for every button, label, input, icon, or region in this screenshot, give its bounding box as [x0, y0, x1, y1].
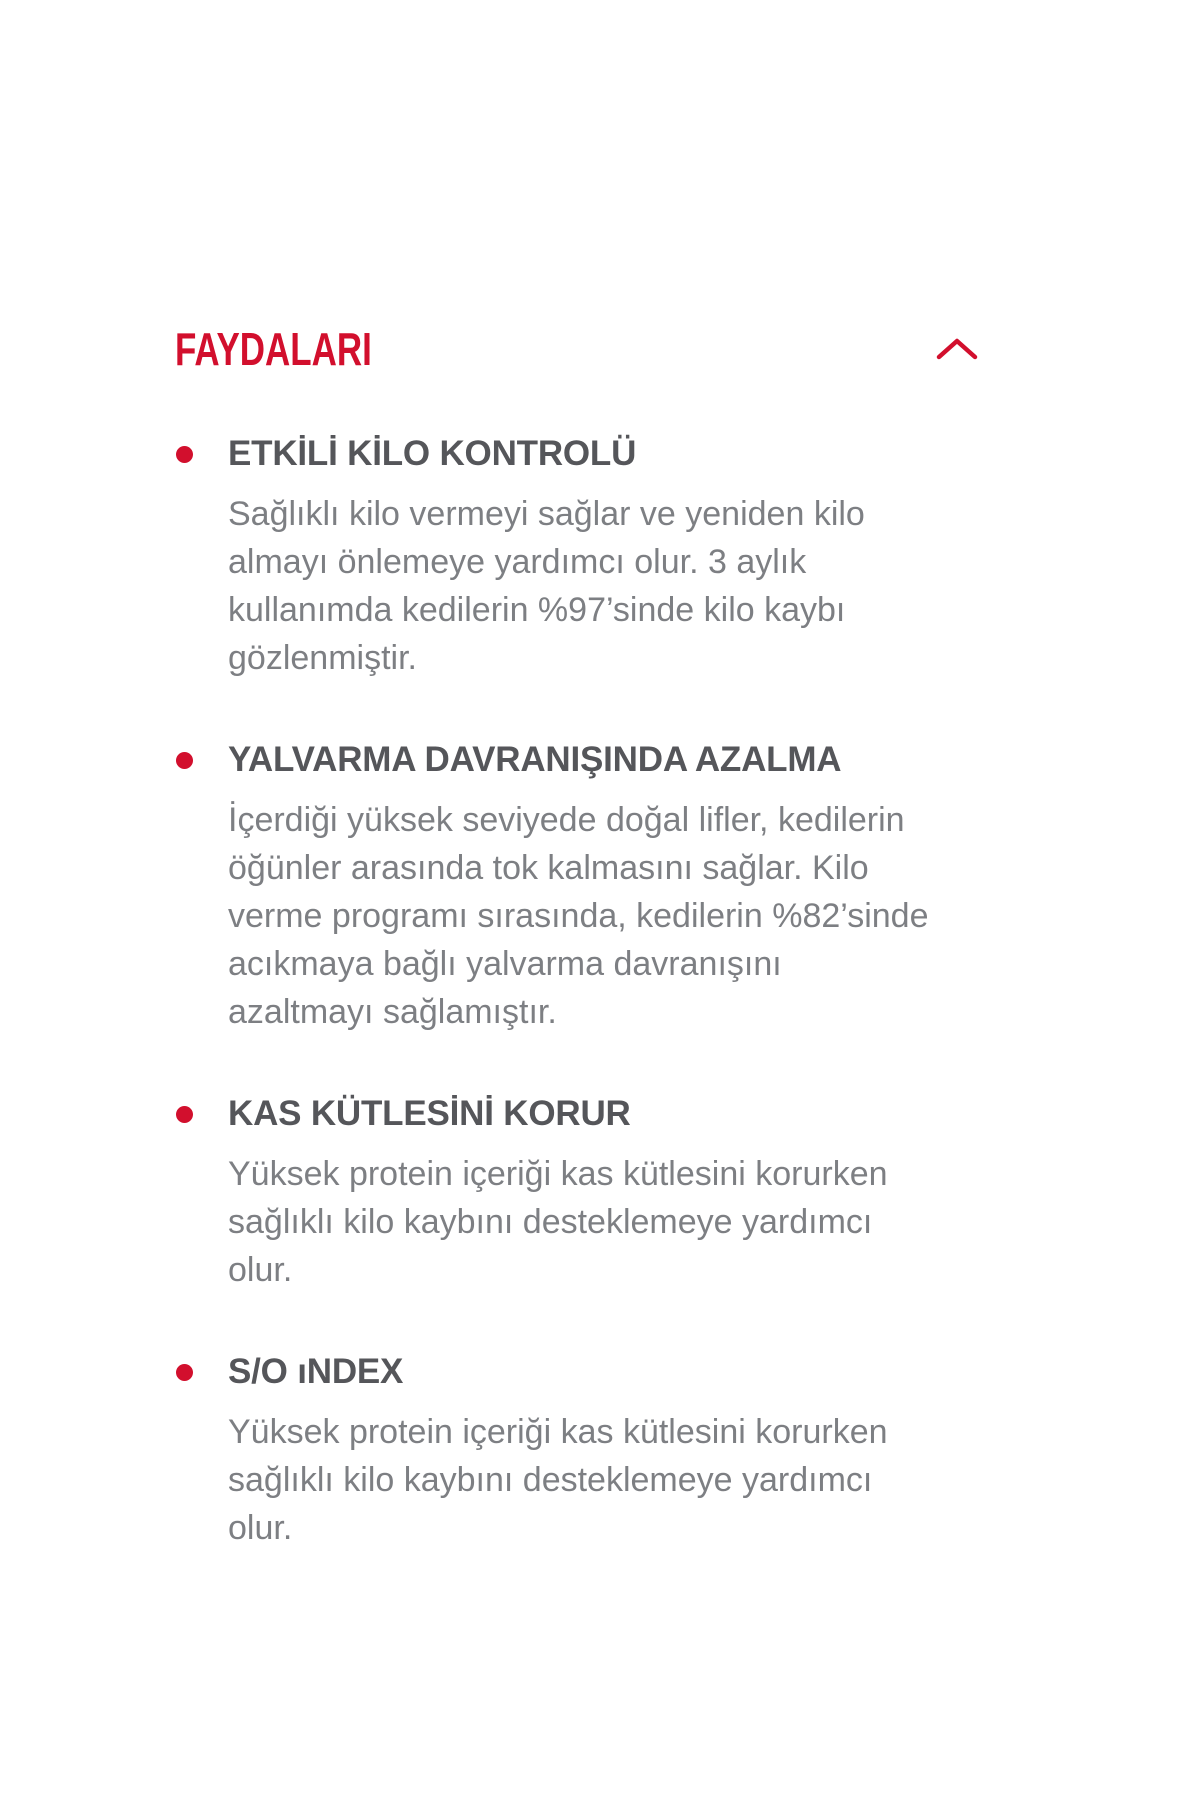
- benefit-item: [0, 1092, 1200, 1294]
- benefit-body: Sağlıklı kilo vermeyi sağlar ve yeniden kilo almayı önlemeye yardımcı olur. 3 aylık kullanımda kedilerin %97’sinde kilo kaybı gözlenmiştir.: [228, 495, 865, 677]
- bullet-dot: [176, 752, 193, 769]
- benefit-heading: KAS KÜTLESİNİ KORUR: [228, 1094, 631, 1133]
- bullet-dot: [176, 1106, 193, 1123]
- benefits-list: [0, 432, 1200, 1552]
- benefit-item: [0, 1350, 1200, 1552]
- benefit-item: [0, 738, 1200, 1036]
- benefit-item: [0, 432, 1200, 682]
- bullet-dot: [176, 1364, 193, 1381]
- benefit-body: Yüksek protein içeriği kas kütlesini korurken sağlıklı kilo kaybını desteklemeye yardımcı olur.: [228, 1155, 888, 1289]
- benefit-body: İçerdiği yüksek seviyede doğal lifler, kedilerin öğünler arasında tok kalmasını sağlar. Kilo verme programı sırasında, kedilerin %82’sinde acıkmaya bağlı yalvarma davranışını azaltmayı sağlamıştır.: [228, 801, 929, 1031]
- benefit-body: Yüksek protein içeriği kas kütlesini korurken sağlıklı kilo kaybını desteklemeye yardımcı olur.: [228, 1413, 888, 1547]
- benefit-heading: YALVARMA DAVRANIŞINDA AZALMA: [228, 740, 842, 779]
- benefit-heading: ETKİLİ KİLO KONTROLÜ: [228, 434, 637, 473]
- section-title: FAYDALARI: [175, 323, 372, 375]
- benefits-accordion-header[interactable]: [175, 322, 980, 376]
- bullet-dot: [176, 446, 193, 463]
- chevron-up-icon[interactable]: [934, 335, 980, 363]
- benefit-heading: S/O ıNDEX: [228, 1352, 404, 1391]
